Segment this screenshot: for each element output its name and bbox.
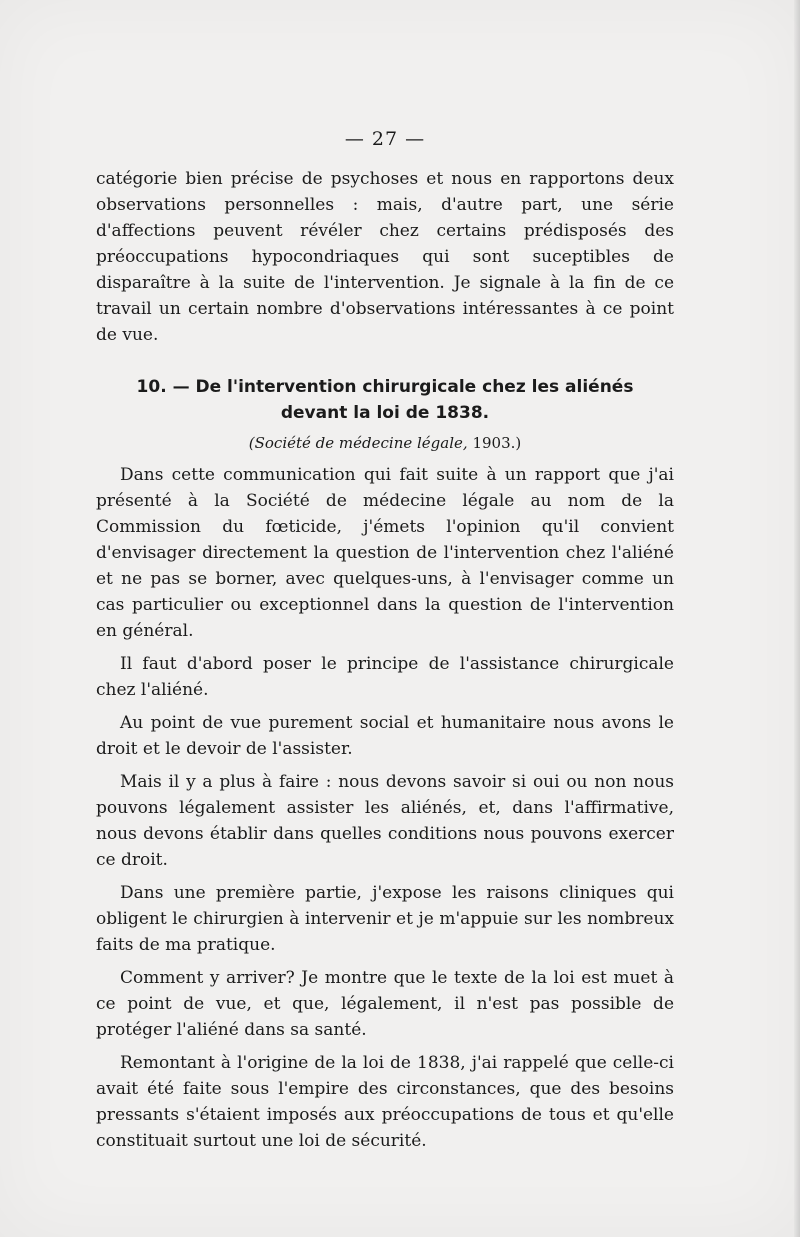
section-title-line2: devant la loi de 1838. — [280, 403, 490, 423]
intro-paragraph: catégorie bien précise de psychoses et nous en rapportons deux observations personnelles : mais, d'autre part, une série d'affections peuvent révéler chez certains prédisposés des préoccupations hypocondriaques qui sont suceptibles de disparaître à la suite de l'intervention. Je signale à la fin de ce travail un certain nombre d'observations intéressantes à ce point de vue. — [96, 169, 674, 345]
section-title-line1: — De l'intervention chirurgicale chez les aliénés — [172, 377, 634, 397]
body-paragraph-1: Dans cette communication qui fait suite à un rapport que j'ai présenté à la Société de médecine légale au nom de la Commission du fœticide, j'émets l'opinion qu'il convient d'envisager directement la question de l'intervention chez l'aliéné et ne pas se borner, avec quelques-uns, à l'envisager comme un cas particulier ou exceptionnel dans la question de l'intervention en général. — [96, 465, 674, 641]
source-year: 1903.) — [472, 434, 522, 452]
body-paragraph-2: Il faut d'abord poser le principe de l'assistance chirurgicale chez l'aliéné. — [96, 654, 674, 700]
source-text: Société de médecine légale, — [254, 434, 468, 452]
body-paragraph-7: Remontant à l'origine de la loi de 1838, j'ai rappelé que celle-ci avait été faite sous l'empire des circonstances, que des besoins pressants s'étaient imposés aux préoccupations de tous et qu'elle constituait surtout une loi de sécurité. — [96, 1053, 674, 1151]
source-open-paren: ( — [248, 434, 255, 452]
body-paragraph-3: Au point de vue purement social et humanitaire nous avons le droit et le devoir de l'assister. — [96, 713, 674, 759]
section-source — [96, 432, 674, 454]
section-heading — [96, 374, 674, 426]
page-number: — 27 — — [344, 128, 426, 150]
body-paragraph-4: Mais il y a plus à faire : nous devons savoir si oui ou non nous pouvons légalement assister les aliénés, et, dans l'affirmative, nous devons établir dans quelles conditions nous pouvons exercer ce droit. — [96, 772, 674, 870]
body-paragraph-6: Comment y arriver? Je montre que le texte de la loi est muet à ce point de vue, et que, légalement, il n'est pas possible de protéger l'aliéné dans sa santé. — [96, 968, 674, 1040]
section-number: 10. — [136, 377, 167, 397]
body-paragraph-5: Dans une première partie, j'expose les raisons cliniques qui obligent le chirurgien à intervenir et je m'appuie sur les nombreux faits de ma pratique. — [96, 883, 674, 955]
page-edge-shadow — [794, 0, 800, 1237]
page-content — [96, 128, 674, 1154]
